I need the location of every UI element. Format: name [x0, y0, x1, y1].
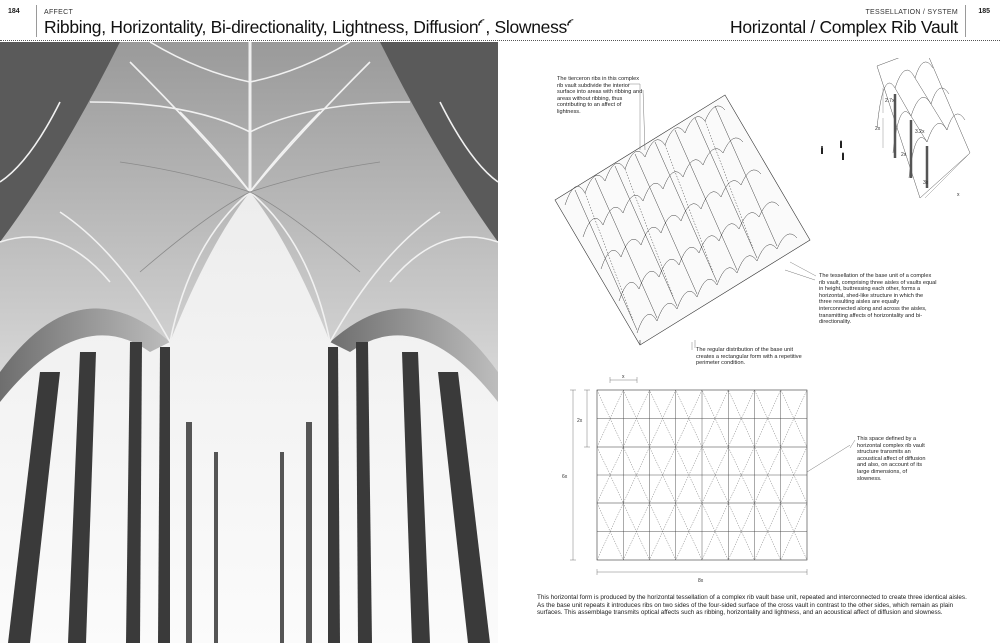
header-dotted-rule [0, 40, 1000, 41]
page-title-left [44, 17, 574, 38]
dim-label: 6x [562, 474, 568, 480]
dim-label: 3x [923, 180, 929, 186]
dim-label: x [622, 374, 625, 380]
annotation-tierceron-ribs: The tierceron ribs in this complex rib vault subdivide the interior surface into areas with ribbing and areas without ribbing, thus contributing to an affect of lightness. [557, 76, 643, 115]
kicker-right: TESSELLATION / SYSTEM [865, 9, 958, 16]
dim-label: 3.2x [915, 129, 925, 135]
annotation-regular-distribution: The regular distribution of the base unit creates a rectangular form with a repetitive perimeter condition. [696, 347, 802, 367]
annotation-acoustic-affect: This space defined by a horizontal complex rib vault structure transmits an acoustical affect of diffusion and also, on account of its large dimensions, of slowness. [857, 436, 926, 482]
body-caption: This horizontal form is produced by the horizontal tessellation of a complex rib vault base unit, repeated and interconnected to create three identical aisles. As the base unit repeats it introduces ribs on two sides of the four-sided surface of the cross vault in contrast to the other sides, which remain as plain surfaces. This assemblage transmits optical affects such as ribbing, horizontality and lightness, and an acoustical affect of diffusion and slowness. [537, 594, 967, 617]
dim-label: 2.7x [885, 98, 895, 104]
page-header [0, 0, 1000, 42]
divider [965, 5, 966, 37]
human-scale-figures-icon [818, 140, 848, 170]
plan-drawing [555, 372, 850, 584]
page-title-right: Horizontal / Complex Rib Vault [730, 17, 958, 37]
dim-label: 2x [577, 418, 583, 424]
sound-waves-icon [567, 19, 574, 26]
dim-label: 2x [875, 126, 881, 132]
annotation-tessellation: The tessellation of the base unit of a complex rib vault, comprising three aisles of vaults equal in height, buttressing each other, forms a horizontal, shed-like structure in which the three resulting aisles are equally interconnected along and across the aisles, transmitting affects of horizontality and bi-directionality. [819, 273, 937, 326]
isometric-vault-drawing [545, 90, 815, 350]
page-number-left: 184 [8, 8, 20, 15]
rib-vault-photo [0, 42, 498, 643]
kicker-left: AFFECT [44, 9, 74, 16]
page-number-right: 185 [978, 8, 990, 15]
dim-label: 8x [698, 578, 704, 584]
title-left-part-1: Ribbing, Horizontality, Bi-directionality, Lightness, Diffusion [44, 17, 479, 37]
dim-label: x [957, 192, 960, 198]
title-left-part-2: , Slowness [485, 17, 567, 37]
base-unit-drawing [865, 58, 975, 203]
dim-label: 2x [901, 152, 907, 158]
divider [36, 5, 37, 37]
